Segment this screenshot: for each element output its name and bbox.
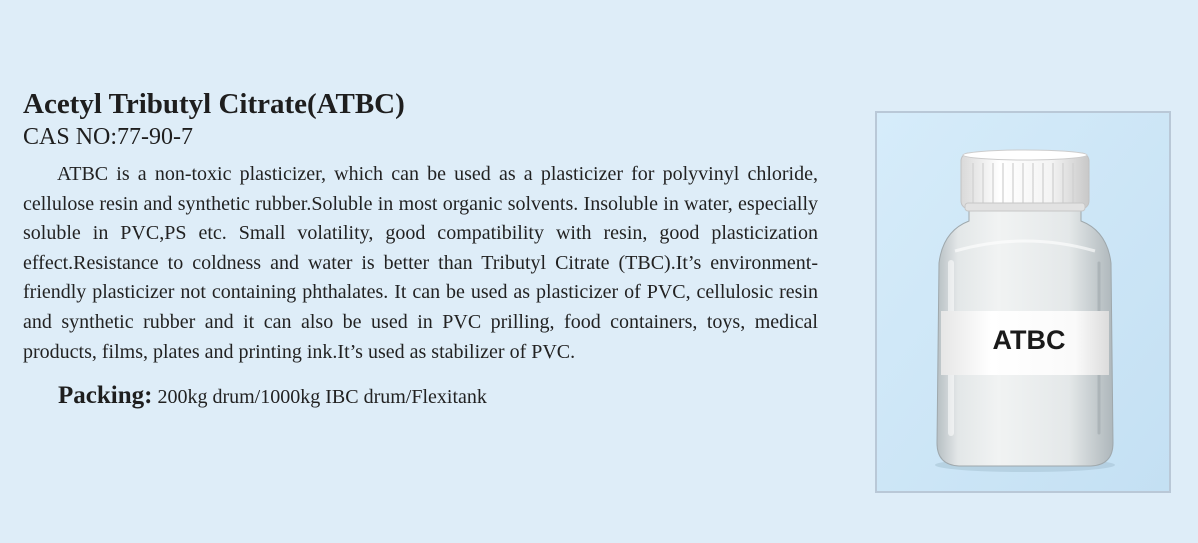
packing-info (58, 381, 818, 412)
packing-value: 200kg drum/1000kg IBC drum/Flexitank (152, 386, 487, 409)
bottle-illustration (877, 113, 1169, 491)
bottle-cap (961, 153, 1089, 209)
product-title: Acetyl Tributyl Citrate(ATBC) (23, 88, 405, 120)
packing-label: Packing: (58, 382, 153, 410)
product-description: ATBC is a non-toxic plasticizer, which can be used as a plasticizer for polyvinyl chloride, cellulose resin and synthetic rubber.Soluble in most organic solvents. Insoluble in water, especially soluble in PVC,PS etc. Small volatility, good compatibility with resin, good plasticization effect.Resistance to coldness and water is better than Tributyl Citrate (TBC).It’s environment-friendly plasticizer not containing phthalates. It can be used as plasticizer of PVC, cellulosic resin and synthetic rubber and it can also be used in PVC prilling, food containers, toys, medical products, films, plates and printing ink.It’s used as stabilizer of PVC. (23, 163, 818, 363)
bottle-label-text: ATBC (992, 325, 1066, 355)
product-photo (875, 111, 1171, 493)
cas-number: CAS NO:77-90-7 (23, 124, 194, 150)
product-info (23, 86, 818, 412)
